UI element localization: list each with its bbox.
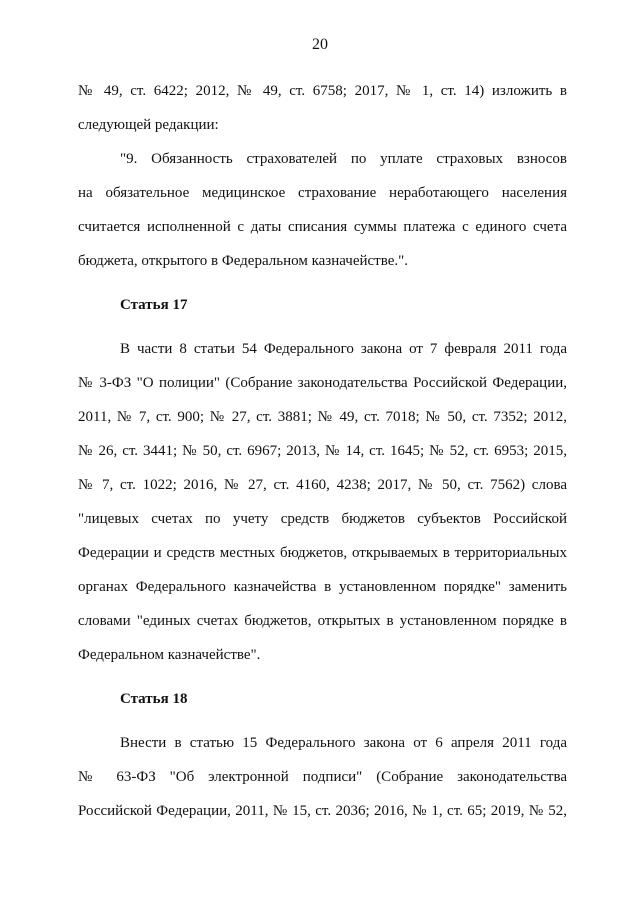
text-line: № 49, ст. 6422; 2012, № 49, ст. 6758; 2017, № 1, ст. 14) изложить в xyxy=(78,83,567,99)
text-line: считается исполненной с даты списания суммы платежа с единого счета xyxy=(78,219,567,235)
text-line: словами "единых счетах бюджетов, открытых в установленном порядке в xyxy=(78,613,567,629)
text-line: Внести в статью 15 Федерального закона от 6 апреля 2011 года xyxy=(120,735,567,751)
text-line: бюджета, открытого в Федеральном казначействе.". xyxy=(78,253,409,269)
text-line: Российской Федерации, 2011, № 15, ст. 2036; 2016, № 1, ст. 65; 2019, № 52, xyxy=(78,803,567,819)
text-line: органах Федерального казначейства в установленном порядке" заменить xyxy=(78,579,567,595)
text-line: следующей редакции: xyxy=(78,117,219,133)
text-line: № 3-ФЗ "О полиции" (Собрание законодательства Российской Федерации, xyxy=(78,375,567,391)
document-body xyxy=(78,74,567,828)
article-heading: Статья 18 xyxy=(120,691,188,707)
text-line: Федерации и средств местных бюджетов, открываемых в территориальных xyxy=(78,545,567,561)
text-line: "9. Обязанность страхователей по уплате страховых взносов xyxy=(120,151,567,167)
text-line: № 7, ст. 1022; 2016, № 27, ст. 4160, 4238; 2017, № 50, ст. 7562) слова xyxy=(78,477,567,493)
article-18 xyxy=(78,682,567,828)
text-line: 2011, № 7, ст. 900; № 27, ст. 3881; № 49, ст. 7018; № 50, ст. 7352; 2012, xyxy=(78,409,567,425)
text-line: № 63-ФЗ "Об электронной подписи" (Собрание законодательства xyxy=(78,769,567,785)
text-line: на обязательное медицинское страхование неработающего населения xyxy=(78,185,567,201)
amendment-paragraph xyxy=(78,142,567,278)
continuation-paragraph xyxy=(78,74,567,142)
article-17 xyxy=(78,288,567,672)
text-line: "лицевых счетах по учету средств бюджетов субъектов Российской xyxy=(78,511,567,527)
text-line: Федеральном казначействе". xyxy=(78,647,261,663)
page-number: 20 xyxy=(312,36,328,53)
text-line: В части 8 статьи 54 Федерального закона от 7 февраля 2011 года xyxy=(120,341,567,357)
text-line: № 26, ст. 3441; № 50, ст. 6967; 2013, № 14, ст. 1645; № 52, ст. 6953; 2015, xyxy=(78,443,567,459)
article-heading: Статья 17 xyxy=(120,297,188,313)
